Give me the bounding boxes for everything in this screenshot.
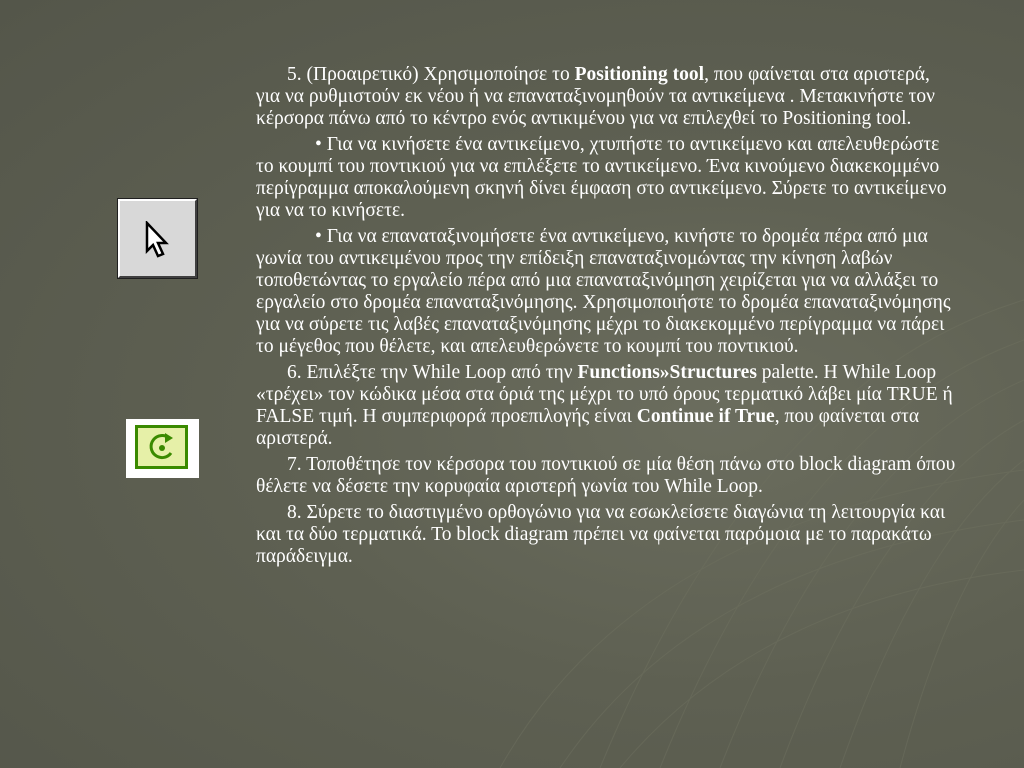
step-5-text: 5. (Προαιρετικό) Χρησιμοποίησε το bbox=[287, 64, 575, 85]
bullet-resize-object: • Για να επαναταξινομήσετε ένα αντικείμενο, κινήστε το δρομέα πέρα από μια γωνία του αντικειμένου προς την επίδειξη επαναταξινομώντας την κίνηση λαβών τοποθετώντας το εργαλείο πέρα από μια επαναταξινόμηση χειρίζεται για να αλλάξει το εργαλείο στο δρομέα επαναταξινόμησης. Χρησιμοποιήστε το δρομέα επαναταξινόμησης για να σύρετε τις λαβές επαναταξινόμησης μέχρι το διακεκομμένο περίγραμμα να πάρει το μέγεθος που θέλετε, και απελευθερώνετε το κουμπί του ποντικιού. bbox=[256, 226, 951, 357]
step-6 bbox=[256, 362, 956, 450]
positioning-tool-label: Positioning tool bbox=[574, 64, 705, 85]
step-6-text: 6. Επιλέξτε την While Loop από την bbox=[287, 362, 578, 383]
arrow-cursor-icon bbox=[142, 221, 176, 261]
step-5-text-cont: , που φαίνεται στα αριστερά, για να ρυθμιστούν εκ νέου ή να επαναταξινομηθούν τα αντικείμενα . Μετακινήστε τον κέρσορα πάνω από το κέντρο ενός αντικιμένου για να επιλεχθεί το Positioning tool. bbox=[256, 64, 935, 129]
step-6-text-mid: palette. Η While Loop «τρέχει» τον κώδικα μέσα στα όριά της μέχρι το υπό όρους τερματικό λάβει μία TRUE ή FALSE τιμή. Η συμπεριφορά προεπιλογής είναι bbox=[256, 362, 953, 427]
instructions-text bbox=[256, 64, 956, 572]
step-7: 7. Τοποθέτησε τον κέρσορα του ποντικιού σε μία θέση πάνω στο block diagram όπου θέλετε να δέσετε την κορυφαία αριστερή γωνία του While Loop. bbox=[256, 454, 956, 497]
continue-if-true-label: Continue if True bbox=[636, 406, 775, 427]
step-6-text-end: , που φαίνεται στα αριστερά. bbox=[256, 406, 920, 449]
step-8: 8. Σύρετε το διαστιγμένο ορθογώνιο για να εσωκλείσετε διαγώνια τη λειτουργία και και τα δύο τερματικά. Το block diagram πρέπει να φαίνεται παρόμοια με το παρακάτω παράδειγμα. bbox=[256, 502, 946, 567]
while-loop-palette-icon bbox=[126, 419, 199, 478]
step-5 bbox=[256, 64, 956, 130]
bullet-move-object: • Για να κινήσετε ένα αντικείμενο, χτυπήστε το αντικείμενο και απελευθερώστε το κουμπί του ποντικιού για να επιλέξετε το αντικείμενο. Ένα κινούμενο διακεκομμένο περίγραμμα αποκαλούμενη σκηνή δίνει έμφαση στο αντικείμενο. Σύρετε το αντικείμενο για να το κινήσετε. bbox=[256, 134, 947, 221]
while-loop-icon bbox=[139, 425, 185, 471]
functions-structures-label: Functions»Structures bbox=[577, 362, 757, 383]
positioning-tool-button bbox=[118, 199, 197, 278]
